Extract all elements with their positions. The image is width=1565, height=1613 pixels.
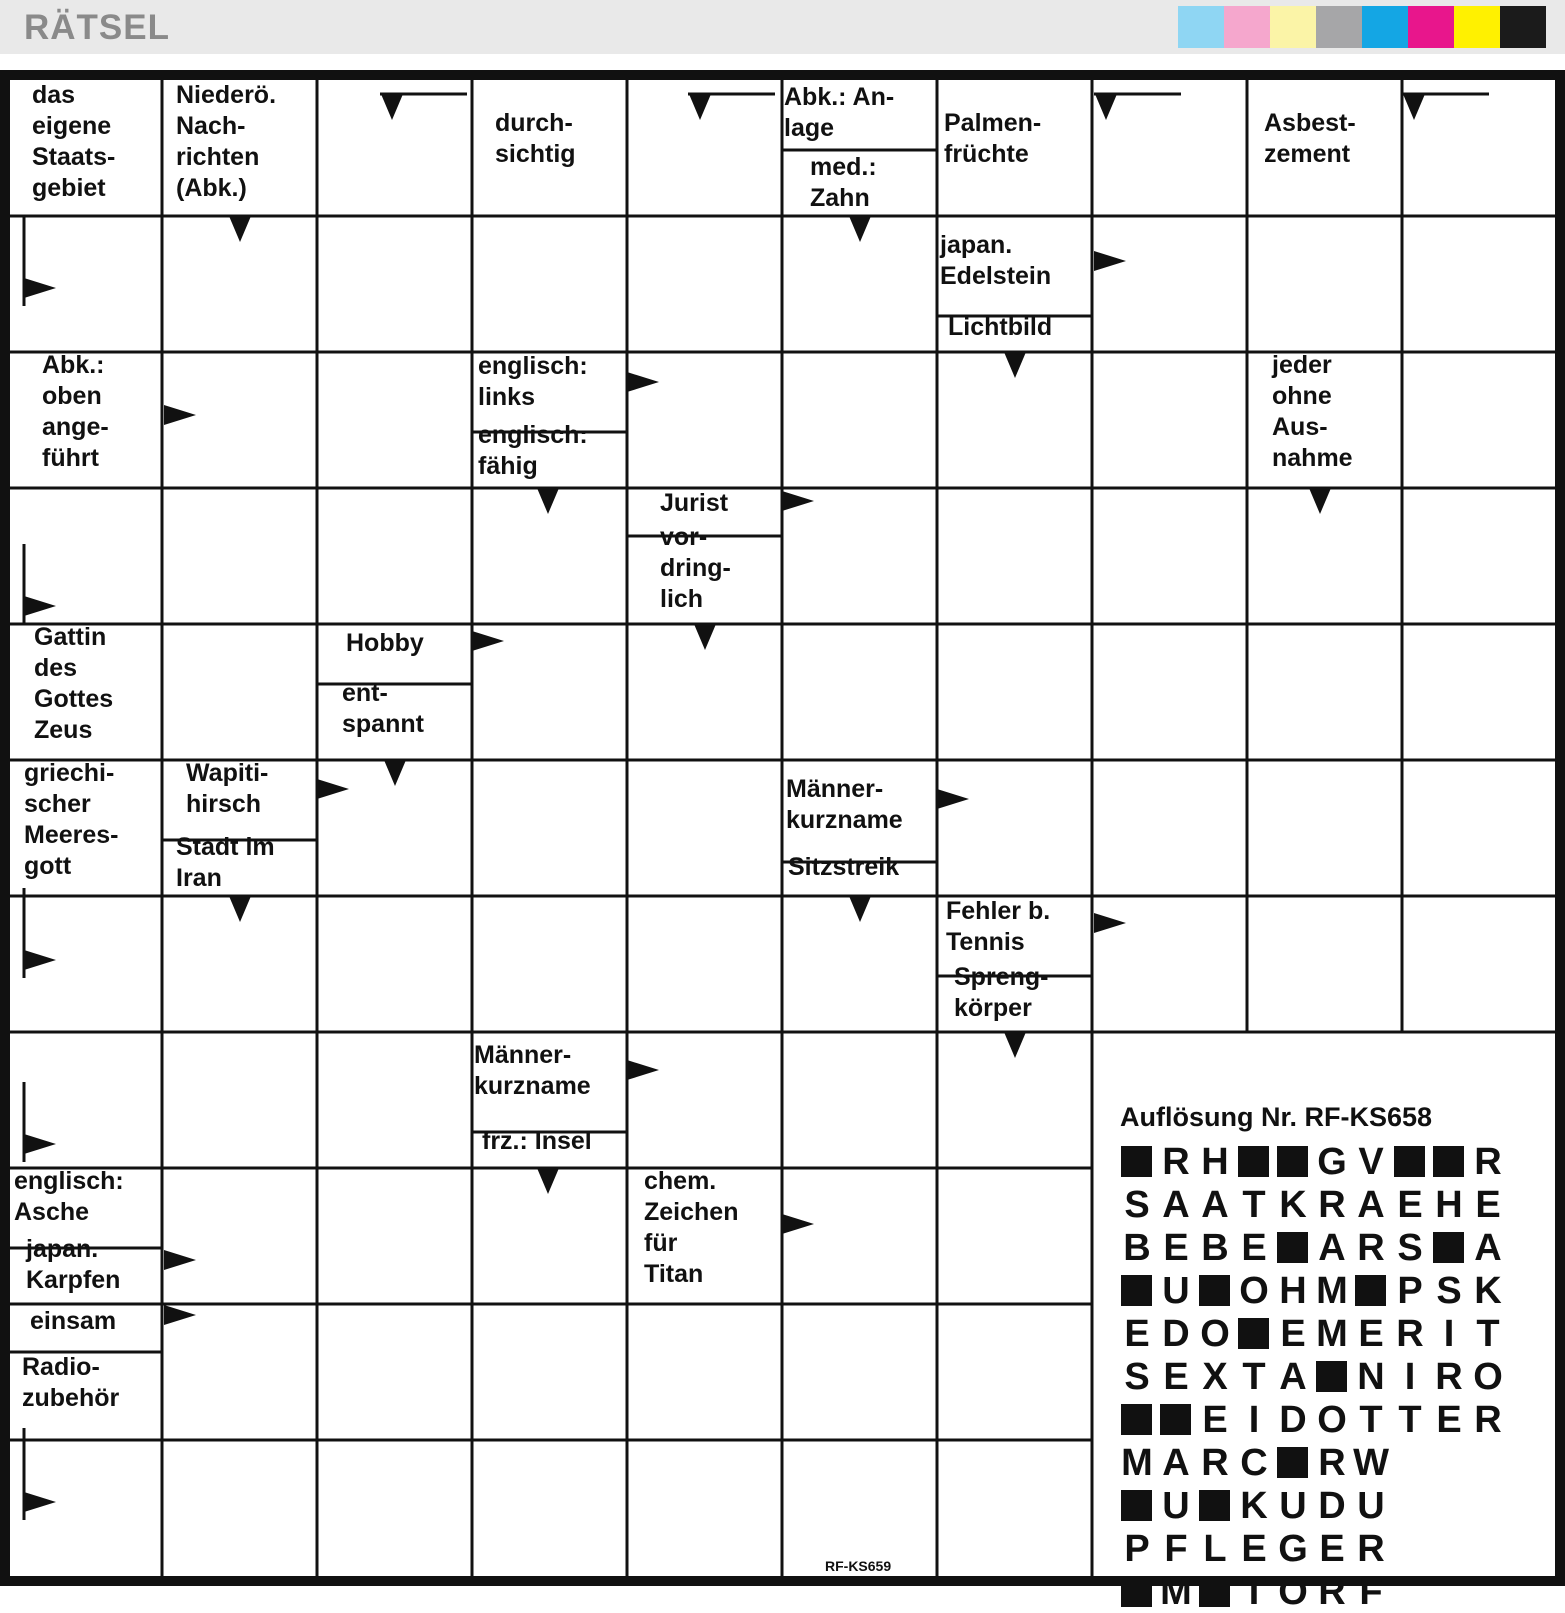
clue-text: Asbest- zement [1264,109,1356,168]
solution-letter: P [1124,1528,1150,1570]
color-swatch [1224,6,1270,48]
clue-text: frz.: Insel [482,1127,592,1155]
arrow-right-icon [627,372,659,392]
clue-text: englisch: Asche [14,1167,124,1226]
solution-letter: R [1435,1356,1463,1398]
arrow-down-icon [229,896,251,922]
clue-text: das eigene Staats- gebiet [32,81,116,202]
solution-letter: R [1201,1442,1229,1484]
clue-text: englisch: links [478,352,588,411]
flag-arrow-icon [24,950,56,970]
page-title: RÄTSEL [24,8,170,47]
solution-letter: E [1280,1313,1306,1355]
color-swatch [1362,6,1408,48]
solution-letter: F [1359,1571,1383,1613]
solution-letter: S [1124,1356,1150,1398]
clue-text: Sitzstreik [788,853,900,881]
clue-text: Abk.: oben ange- führt [42,351,109,472]
solution-letter: E [1241,1227,1267,1269]
solution-black-cell [1277,1232,1308,1263]
solution-letter: A [1162,1184,1190,1226]
solution-letter: S [1436,1270,1462,1312]
solution-letter: I [1248,1399,1260,1441]
solution-letter: M [1316,1270,1348,1312]
clue-text: Spreng- körper [954,963,1049,1022]
clue-text: einsam [30,1307,117,1335]
color-swatch [1408,6,1454,48]
arrow-down-icon [1095,94,1117,120]
arrow-down-icon [1309,488,1331,514]
solution-letter: H [1201,1141,1229,1183]
solution-letter: K [1240,1485,1268,1527]
solution-black-cell [1433,1146,1464,1177]
solution-black-cell [1238,1146,1269,1177]
crossword-puzzle [0,68,1565,1613]
solution-letter: G [1317,1141,1347,1183]
solution-letter: C [1240,1442,1268,1484]
arrow-right-icon [627,1060,659,1080]
clue-text: Stadt im Iran [176,833,275,892]
solution-letter: A [1201,1184,1229,1226]
arrow-down-icon [849,896,871,922]
solution-letter: O [1317,1399,1347,1441]
solution-letter: E [1163,1227,1189,1269]
arrow-down-icon [229,216,251,242]
solution-letter: O [1200,1313,1230,1355]
color-swatch [1454,6,1500,48]
solution-black-cell [1199,1490,1230,1521]
solution-letter: E [1436,1399,1462,1441]
clue-text: Gattin des Gottes Zeus [34,623,114,744]
clue-text: Wapiti- hirsch [186,759,269,818]
solution-letter: F [1164,1528,1188,1570]
solution-letter: D [1279,1399,1307,1441]
solution-letter: E [1241,1528,1267,1570]
clue-text: durch- sichtig [495,109,576,168]
solution-letter: G [1278,1528,1308,1570]
solution-letter: U [1357,1485,1385,1527]
solution-letter: R [1357,1227,1385,1269]
solution-letter: R [1318,1442,1346,1484]
solution-letter: M [1121,1442,1153,1484]
flag-arrow-icon [24,1134,56,1154]
arrow-right-icon [1094,913,1126,933]
arrow-down-icon [537,488,559,514]
arrow-right-icon [317,779,349,799]
clue-text: englisch: fähig [478,421,588,480]
solution-letter: H [1435,1184,1463,1226]
solution-letter: X [1202,1356,1228,1398]
solution-letter: E [1397,1184,1423,1226]
solution-letter: O [1239,1270,1269,1312]
arrow-down-icon [689,94,711,120]
color-swatch [1316,6,1362,48]
arrow-right-icon [1094,251,1126,271]
flag-arrow-icon [24,1492,56,1512]
solution-letter: S [1397,1227,1423,1269]
solution-letter: V [1358,1141,1384,1183]
solution-letter: U [1162,1485,1190,1527]
solution-letter: D [1162,1313,1190,1355]
arrow-right-icon [472,631,504,651]
solution-letter: R [1318,1571,1346,1613]
clue-text: Radio- zubehör [22,1353,120,1412]
arrow-right-icon [164,1305,196,1325]
clue-text: Niederö. Nach- richten (Abk.) [176,81,277,202]
solution-black-cell [1121,1576,1152,1607]
solution-letter: T [1242,1356,1266,1398]
solution-letter: R [1357,1528,1385,1570]
solution-letter: L [1203,1528,1227,1570]
arrow-down-icon [1004,352,1026,378]
arrow-down-icon [1004,1032,1026,1058]
solution-letter: R [1318,1184,1346,1226]
puzzle-code: RF-KS659 [825,1558,892,1574]
clue-text: japan. Edelstein [940,231,1052,290]
solution-letter: E [1319,1528,1345,1570]
arrow-right-icon [164,1250,196,1270]
solution-letter: H [1279,1270,1307,1312]
solution-letter: I [1404,1356,1416,1398]
solution-letter: R [1396,1313,1424,1355]
solution-letter: K [1474,1270,1502,1312]
arrow-down-icon [849,216,871,242]
solution-black-cell [1277,1146,1308,1177]
solution-letter: R [1474,1141,1502,1183]
clue-text: griechi- scher Meeres- gott [24,759,119,880]
solution-letter: R [1162,1141,1190,1183]
clue-text: ent- spannt [342,679,424,738]
flag-arrow-icon [24,278,56,298]
solution-black-cell [1277,1447,1308,1478]
solution-letter: E [1475,1184,1501,1226]
solution-letter: O [1473,1356,1503,1398]
solution-letter: U [1279,1485,1307,1527]
arrow-right-icon [782,1214,814,1234]
solution-letter: D [1318,1485,1346,1527]
clue-text: Männer- kurzname [786,775,903,834]
solution-letter: E [1124,1313,1150,1355]
solution-letter: A [1318,1227,1346,1269]
solution-black-cell [1121,1146,1152,1177]
solution-letter: A [1474,1227,1502,1269]
arrow-right-icon [937,789,969,809]
solution-black-cell [1394,1146,1425,1177]
clue-text: Männer- kurzname [474,1041,591,1100]
color-swatch [1178,6,1224,48]
header-bar [0,0,1565,54]
solution-letter: M [1316,1313,1348,1355]
solution-letter: B [1201,1227,1229,1269]
solution-letter: P [1397,1270,1423,1312]
flag-arrow-icon [24,596,56,616]
clue-text: japan. Karpfen [26,1235,121,1294]
solution-black-cell [1160,1404,1191,1435]
clue-text: Abk.: An- lage [784,83,895,142]
solution-letter: E [1358,1313,1384,1355]
solution-letter: M [1160,1571,1192,1613]
arrow-right-icon [782,491,814,511]
clue-text: chem. Zeichen für Titan [644,1167,739,1288]
solution-letter: E [1202,1399,1228,1441]
solution-letter: T [1476,1313,1500,1355]
solution-black-cell [1121,1404,1152,1435]
solution-panel [1096,1094,1551,1613]
solution-letter: U [1162,1270,1190,1312]
clue-text: Lichtbild [948,313,1053,341]
solution-black-cell [1199,1275,1230,1306]
solution-black-cell [1121,1275,1152,1306]
clue-text: Jurist [660,489,729,517]
solution-letter: B [1123,1227,1151,1269]
solution-letter: T [1359,1399,1383,1441]
arrow-down-icon [537,1168,559,1194]
solution-letter: O [1278,1571,1308,1613]
clue-text: med.: Zahn [810,153,877,212]
solution-letter: T [1242,1184,1266,1226]
solution-letter: E [1163,1356,1189,1398]
arrow-down-icon [1403,94,1425,120]
solution-black-cell [1199,1576,1230,1607]
arrow-down-icon [694,624,716,650]
solution-title: Auflösung Nr. RF-KS658 [1120,1102,1433,1132]
solution-letter: S [1124,1184,1150,1226]
arrow-down-icon [384,760,406,786]
color-swatch [1270,6,1316,48]
solution-black-cell [1355,1275,1386,1306]
solution-letter: A [1357,1184,1385,1226]
arrow-right-icon [164,405,196,425]
color-calibration-bar [1178,6,1546,48]
clue-text: Hobby [346,629,424,657]
solution-letter: N [1357,1356,1385,1398]
arrow-down-icon [381,94,403,120]
solution-black-cell [1316,1361,1347,1392]
solution-letter: K [1279,1184,1307,1226]
solution-letter: A [1279,1356,1307,1398]
clue-text: Fehler b. Tennis [946,897,1051,956]
solution-letter: I [1443,1313,1455,1355]
solution-letter: R [1474,1399,1502,1441]
solution-black-cell [1433,1232,1464,1263]
color-swatch [1500,6,1546,48]
solution-letter: A [1162,1442,1190,1484]
solution-black-cell [1121,1490,1152,1521]
solution-black-cell [1238,1318,1269,1349]
clue-text: Palmen- früchte [944,109,1042,168]
solution-letter: T [1398,1399,1422,1441]
solution-letter: T [1242,1571,1266,1613]
solution-letter: W [1353,1442,1389,1484]
clue-text: jeder ohne Aus- nahme [1272,351,1353,472]
clue-text: vor- dring- lich [660,523,731,613]
